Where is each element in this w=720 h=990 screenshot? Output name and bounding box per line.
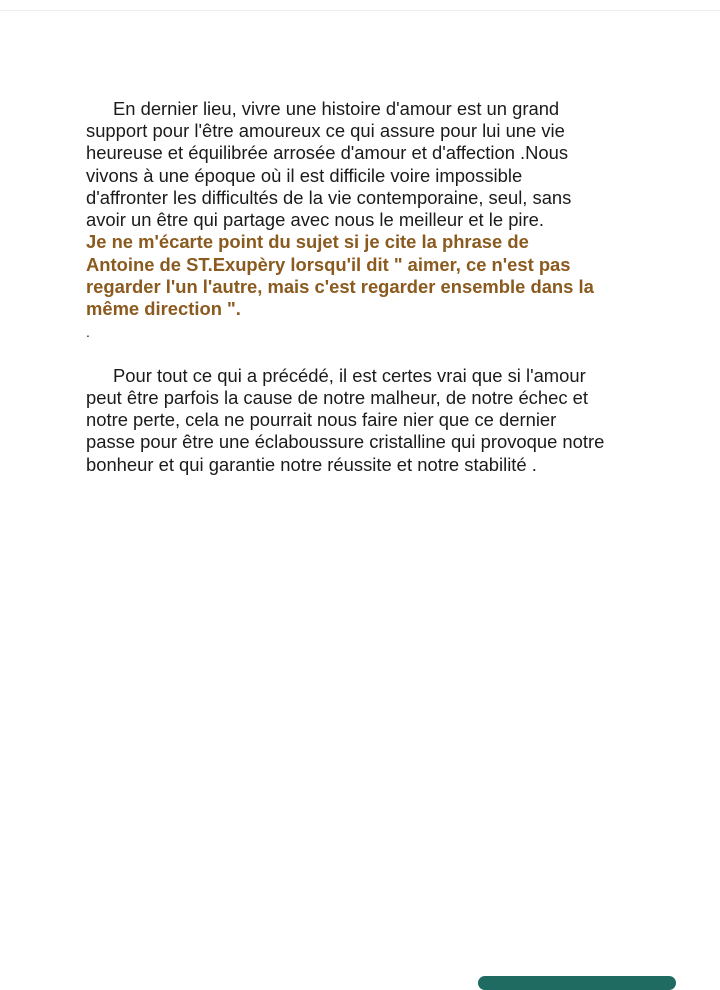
paragraph-spacer	[86, 343, 646, 365]
bottom-action-button[interactable]	[478, 976, 676, 990]
stray-period: .	[86, 323, 90, 340]
paragraph-conclusion-intro: En dernier lieu, vivre une histoire d'amour est un grand support pour l'être amoureux ce qui assure pour lui une vie heureuse et équilibrée arrosée d'amour et d'affection .Nous vivons à une époque où il est difficile voire impossible d'affronter les difficultés de la vie contemporaine, seul, sans avoir un être qui partage avec nous le meilleur et le pire.	[86, 98, 572, 231]
highlighted-quote: Je ne m'écarte point du sujet si je cite la phrase de Antoine de ST.Exupèry lorsqu'il dit " aimer, ce n'est pas regarder l'un l'autre, mais c'est regarder ensemble dans la même direction ".	[86, 231, 594, 320]
paragraph-conclusion-final: Pour tout ce qui a précédé, il est certes vrai que si l'amour peut être parfois la cause de notre malheur, de notre échec et notre perte, cela ne pourrait nous faire nier que ce dernier passe pour être une éclaboussure cristalline qui provoque notre bonheur et qui garantie notre réussite et notre stabilité .	[86, 364, 605, 475]
top-divider	[0, 10, 720, 11]
document-body	[86, 98, 646, 476]
